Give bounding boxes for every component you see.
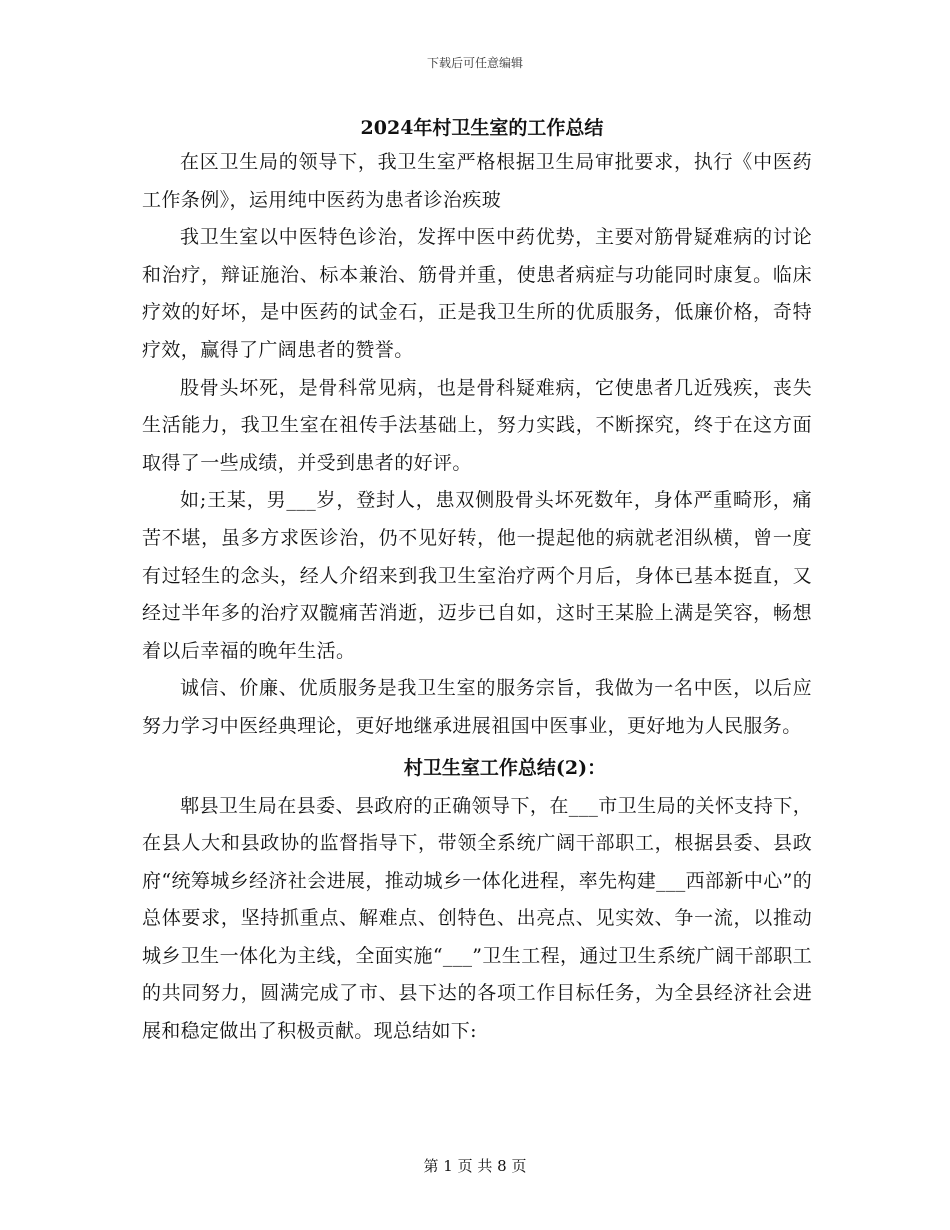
paragraph: 我卫生室以中医特色诊治，发挥中医中药优势，主要对筋骨疑难病的讨论和治疗，辩证施治、标本兼治、筋骨并重，使患者病症与功能同时康复。临床疗效的好坏，是中医药的试金石，正是我卫生所的优质服务，低廉价格，奇特疗效，赢得了广阔患者的赞誉。 [142,226,812,361]
document-title: 2024年村卫生室的工作总结 [360,117,604,139]
document-body [142,112,812,1051]
page-number-footer: 第 1 页 共 8 页 [423,1157,527,1175]
paragraph: 诚信、价廉、优质服务是我卫生室的服务宗旨，我做为一名中医，以后应努力学习中医经典理论，更好地继承进展祖国中医事业，更好地为人民服务。 [142,677,812,737]
paragraph: 在区卫生局的领导下，我卫生室严格根据卫生局审批要求，执行《中医药工作条例》，运用纯中医药为患者诊治疾玻 [142,151,812,211]
section-title: 村卫生室工作总结(2)： [403,756,607,779]
page-header-note: 下载后可任意编辑 [426,56,523,70]
paragraph: 如;王某，男___岁，登封人，患双侧股骨头坏死数年，身体严重畸形，痛苦不堪，虽多方求医诊治，仍不见好转，他一提起他的病就老泪纵横，曾一度有过轻生的念头，经人介绍来到我卫生室治疗两个月后，身体已基本挺直，又经过半年多的治疗双髋痛苦消逝，迈步已自如，这时王某脸上满是笑容，畅想着以后幸福的晚年生活。 [142,489,812,662]
paragraph: 郫县卫生局在县委、县政府的正确领导下，在___市卫生局的关怀支持下，在县人大和县政协的监督指导下，带领全系统广阔干部职工，根据县委、县政府“统筹城乡经济社会进展，推动城乡一体化进程，率先构建___西部新中心”的总体要求，坚持抓重点、解难点、创特色、出亮点、见实效、争一流，以推动城乡卫生一体化为主线，全面实施“___”卫生工程，通过卫生系统广阔干部职工的共同努力，圆满完成了市、县下达的各项工作目标任务，为全县经济社会进展和稳定做出了积极贡献。现总结如下: [142,794,812,1043]
paragraph: 股骨头坏死，是骨科常见病，也是骨科疑难病，它使患者几近残疾，丧失生活能力，我卫生室在祖传手法基础上，努力实践，不断探究，终于在这方面取得了一些成绩，并受到患者的好评。 [142,376,812,474]
